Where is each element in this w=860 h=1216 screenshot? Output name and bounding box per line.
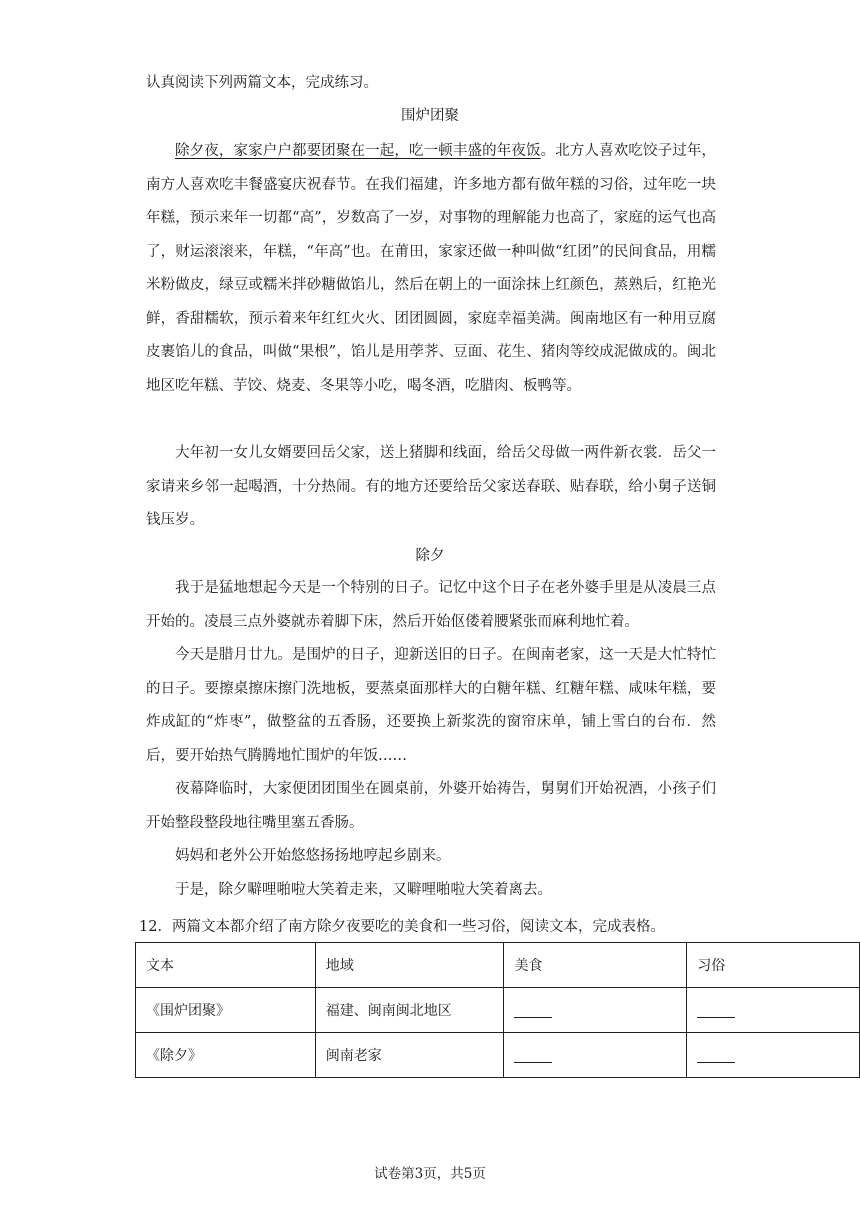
text2-paragraph-4: 妈妈和老外公开始悠悠扬扬地哼起乡剧来。: [175, 848, 451, 864]
underlined-sentence: 除夕夜，家家户户都要团聚在一起，吃一顿丰盛的年夜饭: [175, 143, 541, 159]
text2-paragraph-3: 夜幕降临时，大家便团团围坐在圆桌前，外婆开始祷告，舅舅们开始祝酒，小孩子们开始整段整段地往嘴里塞五香肠。: [146, 781, 716, 831]
instruction: 认真阅读下列两篇文本，完成练习。: [146, 75, 378, 91]
header-custom: 习俗: [687, 943, 860, 988]
text2-paragraph-1: 我于是猛地想起今天是一个特别的日子。记忆中这个日子在老外婆手里是从凌晨三点开始的。凌晨三点外婆就赤着脚下床，然后开始伛偻着腰紧张而麻利地忙着。: [146, 580, 716, 630]
header-text: 文本: [136, 943, 316, 988]
text2-title: 除夕: [415, 548, 445, 564]
row2-food-blank[interactable]: [514, 1048, 552, 1063]
table-row: [136, 988, 860, 1033]
page-footer: 试卷第3页，共5页: [374, 1166, 486, 1182]
row2-food-cell: [504, 1033, 687, 1078]
row2-region: 闽南老家: [315, 1033, 504, 1078]
answer-table: [135, 942, 860, 1078]
header-region: 地域: [315, 943, 504, 988]
row1-custom-cell: [687, 988, 860, 1033]
row1-region: 福建、闽南闽北地区: [315, 988, 504, 1033]
question-12: 12．两篇文本都介绍了南方除夕夜要吃的美食和一些习俗，阅读文本，完成表格。: [139, 919, 665, 935]
row1-text: 《围炉团聚》: [136, 988, 316, 1033]
row2-custom-blank[interactable]: [697, 1048, 735, 1063]
header-food: 美食: [504, 943, 687, 988]
text1-paragraph-1-rest: 。北方人喜欢吃饺子过年，南方人喜欢吃丰餐盛宴庆祝春节。在我们福建，许多地方都有做年糕的习俗，过年吃一块年糕，预示来年一切都“高”，岁数高了一岁，对事物的理解能力也高了，家庭的运气也高了，财运滚滚来，年糕，“年高”也。在莆田，家家还做一种叫做“红团”的民间食品，用糯米粉做皮，绿豆或糯米拌砂糖做馅儿，然后在朝上的一面涂抹上红颜色，蒸熟后，红艳光鲜，香甜糯软，预示着来年红红火火、团团圆圆，家庭幸福美满。闽南地区有一种用豆腐皮裹馅儿的食品，叫做“果根”，馅儿是用荸荠、豆面、花生、猪肉等绞成泥做成的。闽北地区吃年糕、芋饺、烧麦、冬果等小吃，喝冬酒，吃腊肉、板鸭等。: [146, 143, 716, 394]
row1-food-blank[interactable]: [514, 1003, 552, 1018]
text1-paragraph-2: 大年初一女儿女婿要回岳父家，送上猪脚和线面，给岳父母做一两件新衣裳．岳父一家请来乡邻一起喝酒，十分热闹。有的地方还要给岳父家送春联、贴春联，给小舅子送铜钱压岁。: [146, 445, 716, 528]
table-header-row: [136, 943, 860, 988]
text1-title: 围炉团聚: [401, 108, 459, 124]
text1-paragraph-1: [146, 135, 716, 403]
text2-paragraph-5: 于是，除夕噼哩啪啦大笑着走来，又噼哩啪啦大笑着离去。: [175, 882, 552, 898]
row1-food-cell: [504, 988, 687, 1033]
text2-paragraph-2: 今天是腊月廿九。是围炉的日子，迎新送旧的日子。在闽南老家，这一天是大忙特忙的日子。要擦桌擦床擦门洗地板，要蒸桌面那样大的白糖年糕、红糖年糕、咸味年糕，要炸成缸的“炸枣”，做整盆的五香肠，还要换上新浆洗的窗帘床单，铺上雪白的台布．然后，要开始热气腾腾地忙围炉的年饭……: [146, 647, 716, 764]
row2-custom-cell: [687, 1033, 860, 1078]
row1-custom-blank[interactable]: [697, 1003, 735, 1018]
row2-text: 《除夕》: [136, 1033, 316, 1078]
table-row: [136, 1033, 860, 1078]
